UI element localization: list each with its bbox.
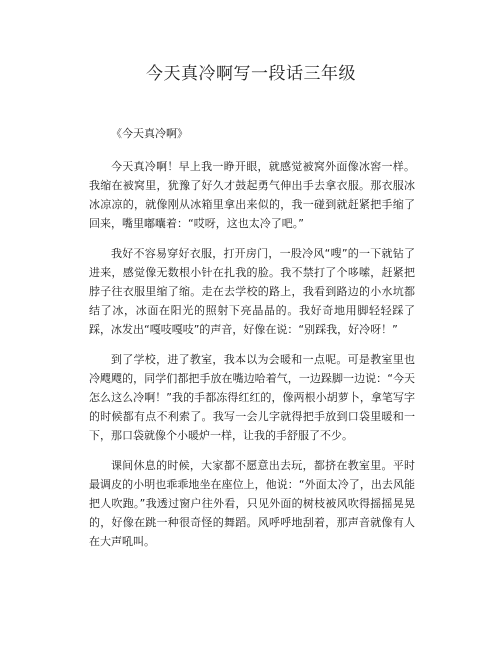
paragraph-3: 到了学校，进了教室，我本以为会暖和一点呢。可是教室里也冷飕飕的，同学们都把手放在嘴边哈着气，一边跺脚一边说：“今天怎么这么冷啊！”我的手都冻得红红的，像两根小胡萝卜，拿笔写字的时候都有点不利索了。我写一会儿字就得把手放到口袋里暖和一下，那口袋就像个小暖炉一样，让我的手舒服了不少。 bbox=[89, 353, 415, 442]
essay-subtitle: 《今天真冷啊》 bbox=[111, 127, 188, 140]
document-title: 今天真冷啊写一段话三年级 bbox=[146, 64, 356, 84]
document-body bbox=[89, 124, 415, 562]
paragraph-4: 课间休息的时候，大家都不愿意出去玩，都挤在教室里。平时最调皮的小明也乖乖地坐在座位上，他说：“外面太冷了，出去风能把人吹跑。”我透过窗户往外看，只见外面的树枝被风吹得摇摇晃晃的，好像在跳一种很奇怪的舞蹈。风呼呼地刮着，那声音就像有人在大声吼叫。 bbox=[89, 459, 415, 548]
paragraph-2: 我好不容易穿好衣服，打开房门，一股冷风“嗖”的一下就钻了进来，感觉像无数根小针在扎我的脸。我不禁打了个哆嗦，赶紧把脖子往衣服里缩了缩。走在去学校的路上，我看到路边的小水坑都结了冰，冰面在阳光的照射下亮晶晶的。我好奇地用脚轻轻踩了踩，冰发出“嘎吱嘎吱”的声音，好像在说：“别踩我，好冷呀！” bbox=[89, 247, 415, 336]
paragraph-1: 今天真冷啊！早上我一睁开眼，就感觉被窝外面像冰窖一样。我缩在被窝里，犹豫了好久才鼓起勇气伸出手去拿衣服。那衣服冰冰凉凉的，就像刚从冰箱里拿出来似的，我一碰到就赶紧把手缩了回来，嘴里嘟囔着：“哎呀，这也太冷了吧。” bbox=[89, 160, 415, 230]
